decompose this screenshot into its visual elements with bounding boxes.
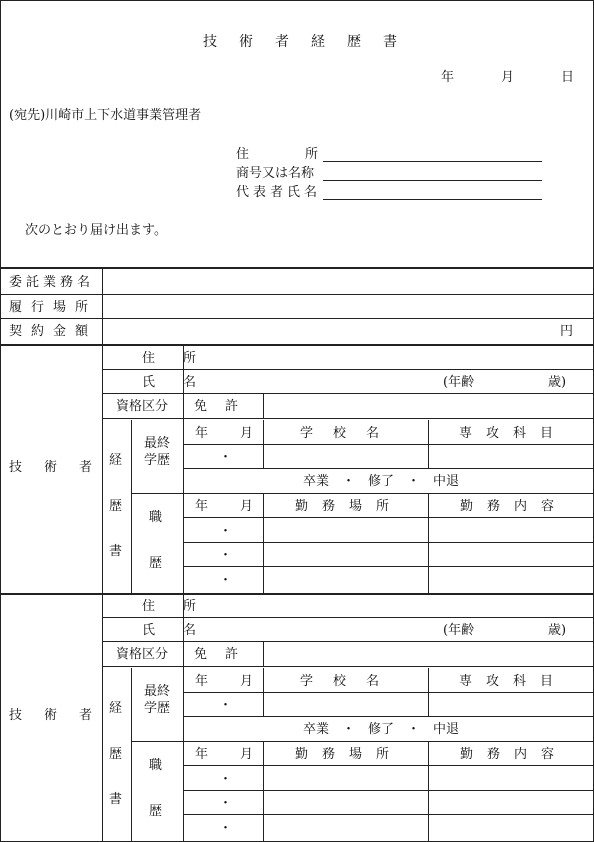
- work-content-field[interactable]: [429, 766, 593, 789]
- job-char-1: 職: [149, 758, 163, 773]
- job-dot: ・: [219, 821, 233, 836]
- address-field[interactable]: [184, 594, 593, 616]
- grid-line: [131, 420, 132, 593]
- yen-label: 円: [560, 324, 574, 339]
- job-col-month: 月: [240, 747, 254, 762]
- addr-label-text: 住所: [236, 147, 375, 162]
- col-work-content: 勤務内容: [460, 499, 569, 514]
- grid-line: [263, 741, 264, 841]
- col-school: 学校名: [300, 426, 400, 441]
- career-char-2: 歴: [109, 499, 123, 514]
- name-label: 氏名: [142, 623, 225, 638]
- age-close: 歳): [548, 375, 567, 390]
- qual-category-label: 資格区分: [116, 399, 169, 414]
- grid-line: [183, 790, 594, 791]
- date-day: 日: [561, 70, 575, 85]
- major-field[interactable]: [429, 693, 593, 715]
- applicant-company-line[interactable]: [323, 180, 542, 181]
- col-workplace: 勤務場所: [295, 499, 404, 514]
- job-char-2: 歴: [149, 804, 163, 819]
- form-title: 技術者経歴書: [203, 34, 419, 50]
- section-divider-top: [0, 267, 594, 269]
- col-month: 月: [240, 426, 254, 441]
- col-major: 専攻科目: [459, 426, 568, 441]
- contract-amount-label: 契約金額: [9, 324, 98, 339]
- col-school: 学校名: [300, 674, 400, 689]
- age-open: (年齢: [443, 375, 475, 390]
- age-open: (年齢: [443, 623, 475, 638]
- grid-line: [263, 493, 264, 593]
- grid-line: [183, 716, 594, 717]
- job-dot: ・: [219, 772, 233, 787]
- grid-line: [183, 542, 594, 543]
- applicant-rep-label: 代表者氏名: [236, 185, 322, 200]
- col-major: 専攻科目: [459, 674, 568, 689]
- job-dot: ・: [219, 573, 233, 588]
- major-field[interactable]: [429, 445, 593, 467]
- career-char-1: 経: [109, 701, 123, 716]
- edu-dot: ・: [219, 698, 233, 713]
- age-close: 歳): [548, 623, 567, 638]
- grid-line: [131, 741, 594, 742]
- career-char-3: 書: [109, 544, 123, 559]
- career-char-2: 歴: [109, 747, 123, 762]
- address-label: 住所: [142, 351, 225, 366]
- grid-line: [428, 668, 429, 692]
- grid-line: [183, 566, 594, 567]
- grid-line: [102, 666, 594, 667]
- final-edu-1: 最終: [144, 684, 171, 699]
- notice-text: 次のとおり届け出ます。: [25, 223, 167, 238]
- job-col-year: 年: [195, 499, 209, 514]
- school-field[interactable]: [264, 445, 427, 467]
- date-year: 年: [441, 70, 455, 85]
- career-char-3: 書: [109, 792, 123, 807]
- grad-status: 卒業 ・ 修了 ・ 中退: [303, 474, 460, 489]
- license-label: 免許: [194, 647, 257, 662]
- school-field[interactable]: [264, 693, 427, 715]
- workplace-field[interactable]: [264, 766, 427, 789]
- grid-line: [183, 468, 594, 469]
- col-work-content: 勤務内容: [460, 747, 569, 762]
- address-field[interactable]: [184, 346, 593, 368]
- job-char-1: 職: [149, 510, 163, 525]
- job-char-2: 歴: [149, 556, 163, 571]
- grad-status: 卒業 ・ 修了 ・ 中退: [303, 722, 460, 737]
- job-col-month: 月: [240, 499, 254, 514]
- contract-name-label: 委託業務名: [9, 275, 95, 290]
- col-workplace: 勤務場所: [295, 747, 404, 762]
- col-year: 年: [195, 674, 209, 689]
- applicant-rep-line[interactable]: [323, 199, 542, 200]
- final-edu-1: 最終: [144, 436, 171, 451]
- job-dot: ・: [219, 524, 233, 539]
- edu-dot: ・: [219, 450, 233, 465]
- job-col-year: 年: [195, 747, 209, 762]
- engineer-label: 技術者: [9, 708, 115, 723]
- job-dot: ・: [219, 796, 233, 811]
- engineer-label: 技術者: [9, 460, 115, 475]
- work-content-field[interactable]: [429, 518, 593, 541]
- career-char-1: 経: [109, 453, 123, 468]
- final-edu-2: 学歴: [144, 701, 171, 716]
- grid-line: [183, 814, 594, 815]
- final-edu-2: 学歴: [144, 453, 171, 468]
- license-label: 免許: [194, 399, 257, 414]
- license-field[interactable]: [264, 394, 593, 417]
- name-field[interactable]: [184, 618, 439, 640]
- date-month: 月: [501, 70, 515, 85]
- grid-line: [428, 420, 429, 444]
- applicant-company-label: 商号又は名称: [236, 166, 315, 181]
- col-month: 月: [240, 674, 254, 689]
- name-field[interactable]: [184, 370, 439, 392]
- row-line: [0, 294, 594, 295]
- contract-place-label: 履行場所: [9, 300, 98, 315]
- row-line: [0, 318, 594, 319]
- grid-line: [131, 668, 132, 841]
- grid-line: [428, 493, 429, 593]
- applicant-address-line[interactable]: [323, 161, 542, 162]
- job-dot: ・: [219, 548, 233, 563]
- col-year: 年: [195, 426, 209, 441]
- grid-line: [131, 493, 594, 494]
- qual-category-label: 資格区分: [116, 647, 169, 662]
- name-label: 氏名: [142, 375, 225, 390]
- addressee: (宛先)川崎市上下水道事業管理者: [9, 108, 202, 123]
- address-label: 住所: [142, 599, 225, 614]
- workplace-field[interactable]: [264, 518, 427, 541]
- license-field[interactable]: [264, 642, 593, 665]
- grid-line: [428, 741, 429, 841]
- grid-line: [102, 418, 594, 419]
- contract-col-line: [102, 268, 103, 344]
- applicant-address-label: [236, 147, 375, 162]
